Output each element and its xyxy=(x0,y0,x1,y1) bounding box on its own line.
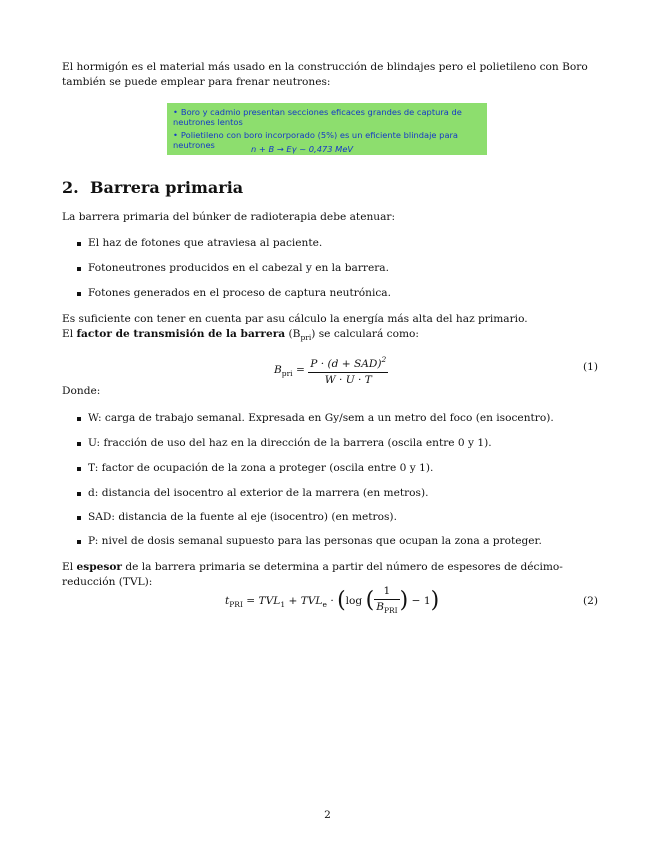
list-item: T: factor de ocupación de la zona a proteger (oscila entre 0 y 1). xyxy=(79,461,433,476)
highlight-equation: n + B → Eγ ~ 0,473 MeV xyxy=(251,144,354,154)
bold-term: espesor xyxy=(76,561,122,573)
list-item: Fotones generados en el proceso de captura neutrónica. xyxy=(79,286,391,301)
highlight-box xyxy=(167,103,487,155)
equation-1-body: $B_{pri}$ = $\frac{P \cdot (d + SAD)^2}{W \cdot U \cdot T}$ xyxy=(274,352,388,388)
list-item: U: fracción de uso del haz en la dirección de la barrera (oscila entre 0 y 1). xyxy=(79,436,492,451)
section-heading xyxy=(62,178,243,198)
equation-2-body: $t_{PRI} = TVL_1 + TVL_e \cdot (\log$ ( $\frac{1}{B_{PRI}}$ ) − 1) xyxy=(225,584,439,618)
equation-2-fraction: $\frac{1}{B_{PRI}}$ xyxy=(376,585,398,615)
equation-number: (2) xyxy=(582,595,598,607)
section-title: Barrera primaria xyxy=(90,178,244,197)
bold-term: factor de transmisión de la barrera xyxy=(76,328,286,340)
highlight-bullet xyxy=(173,107,485,127)
lead-paragraph: La barrera primaria del búnker de radioterapia debe atenuar: xyxy=(62,211,396,223)
list-item: SAD: distancia de la fuente al eje (isocentro) (en metros). xyxy=(79,510,397,525)
donde-label: Donde: xyxy=(62,385,101,397)
equation-1-fraction: $\frac{P \cdot (d + SAD)^2}{W \cdot U \cdot T}$ xyxy=(308,352,388,388)
sufficient-paragraph: Es suficiente con tener en cuenta par asu cálculo la energía más alta del haz primario. xyxy=(62,313,528,325)
thickness-paragraph: El espesor de la barrera primaria se determina a partir del número de espesores de décimo-reducción (TVL): xyxy=(62,561,563,588)
equation-2 xyxy=(62,584,598,618)
list-item: d: distancia del isocentro al exterior de la marrera (en metros). xyxy=(79,486,428,501)
intro-paragraph: El hormigón es el material más usado en la construcción de blindajes pero el polietileno con Boro también se puede emplear para frenar neutrones: xyxy=(62,61,588,88)
page-number: 2 xyxy=(324,809,331,821)
section-number: 2. xyxy=(62,178,79,197)
list-item: W: carga de trabajo semanal. Expresada en Gy/sem a un metro del foco (en isocentro). xyxy=(79,411,554,426)
equation-1 xyxy=(62,352,598,386)
bullet-dot-icon: • xyxy=(173,130,178,140)
list-item: El haz de fotones que atraviesa al paciente. xyxy=(79,236,322,251)
highlight-bullet-text: Boro y cadmio presentan secciones eficaces grandes de captura de neutrones lentos xyxy=(173,107,462,127)
list-item: Fotoneutrones producidos en el cabezal y en la barrera. xyxy=(79,261,389,276)
list-item: P: nivel de dosis semanal supuesto para las personas que ocupan la zona a proteger. xyxy=(79,534,542,549)
factor-paragraph: El factor de transmisión de la barrera $(B_{pri})$ se calculará como: xyxy=(62,328,419,342)
bullet-dot-icon: • xyxy=(173,107,178,117)
equation-number: (1) xyxy=(582,361,598,373)
highlight-bullet-text: Polietileno con boro incorporado (5%) es un eficiente blindaje para neutrones xyxy=(173,130,459,150)
